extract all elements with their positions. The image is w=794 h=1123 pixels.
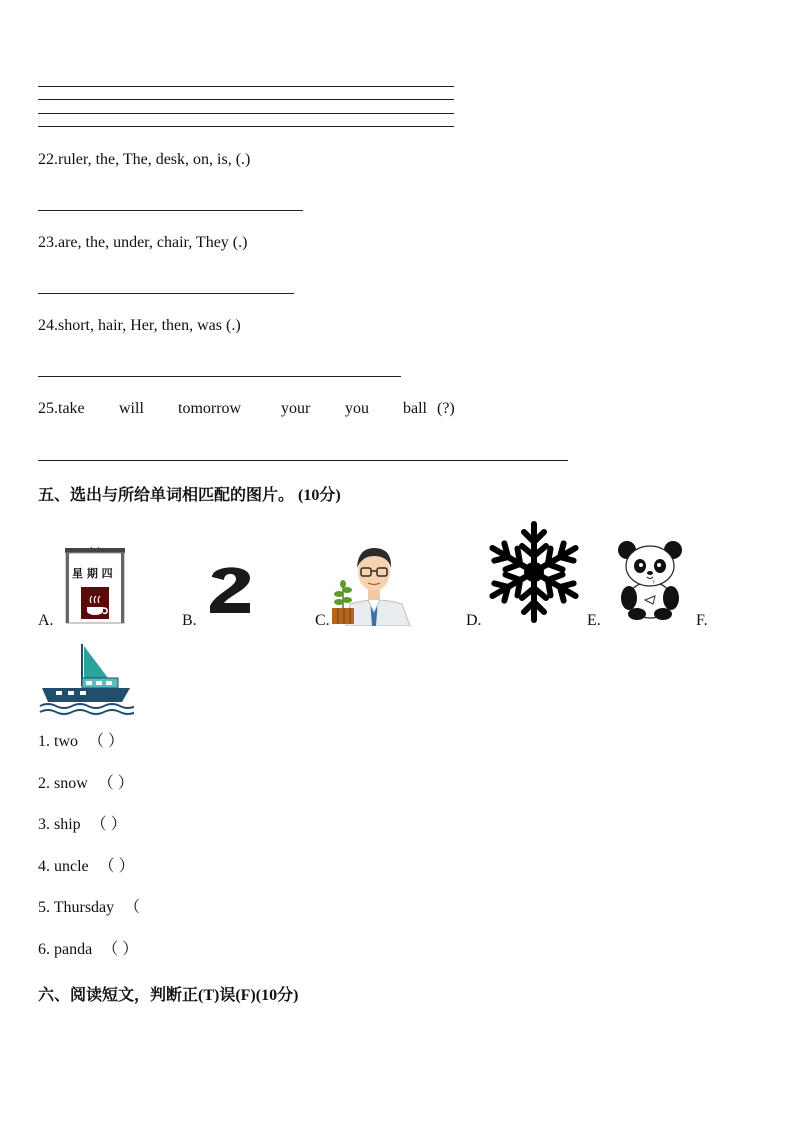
answer-line-23 bbox=[38, 293, 294, 294]
question-number: 25. bbox=[38, 400, 58, 417]
answer-blank[interactable]: （ ） bbox=[90, 816, 127, 833]
answer-blank[interactable]: （ ） bbox=[102, 941, 139, 958]
writing-line bbox=[38, 86, 454, 87]
question-24: 24.short, hair, Her, then, was (.) bbox=[38, 317, 241, 334]
option-d-label: D. bbox=[466, 612, 482, 629]
snowflake-icon bbox=[484, 518, 584, 626]
item-text: 4. uncle bbox=[38, 858, 89, 875]
question-23: 23.are, the, under, chair, They (.) bbox=[38, 234, 248, 251]
writing-line bbox=[38, 126, 454, 127]
section-title-text: 五、选出与所给单词相匹配的图片。 bbox=[38, 487, 295, 504]
answer-blank[interactable]: （ ） bbox=[97, 775, 134, 792]
word: (?) bbox=[437, 400, 455, 417]
option-e-label: E. bbox=[587, 612, 601, 629]
writing-line bbox=[38, 99, 454, 100]
answer-blank[interactable]: （ ） bbox=[98, 858, 135, 875]
question-25 bbox=[38, 399, 455, 419]
section-6-title: 六、阅读短文，判断正(T)误(F)(10分) bbox=[38, 987, 299, 1004]
question-22: 22.ruler, the, The, desk, on, is, (.) bbox=[38, 151, 251, 168]
match-item-uncle bbox=[38, 857, 135, 877]
calendar-text: 星 期 四 bbox=[72, 567, 113, 580]
match-item-panda bbox=[38, 940, 138, 960]
answer-line-25 bbox=[38, 460, 568, 461]
item-text: 3. ship bbox=[38, 816, 81, 833]
section-5-title bbox=[38, 482, 341, 505]
ship-icon bbox=[38, 640, 134, 718]
option-a-label: A. bbox=[38, 612, 54, 629]
word: you bbox=[345, 400, 369, 417]
item-text: 1. two bbox=[38, 733, 78, 750]
match-item-two bbox=[38, 732, 124, 752]
word: take bbox=[58, 400, 85, 417]
uncle-man-icon bbox=[330, 542, 412, 626]
section-points: (10分) bbox=[298, 487, 341, 504]
option-f-label: F. bbox=[696, 612, 708, 629]
match-item-ship bbox=[38, 815, 127, 835]
item-text: 5. Thursday bbox=[38, 899, 115, 916]
option-b-label: B. bbox=[182, 612, 197, 629]
answer-line-22 bbox=[38, 210, 303, 211]
item-text: 2. snow bbox=[38, 775, 88, 792]
calendar-thursday-icon bbox=[63, 547, 127, 625]
word: ball bbox=[403, 400, 427, 417]
word: your bbox=[281, 400, 311, 417]
word: tomorrow bbox=[178, 400, 242, 417]
answer-line-24 bbox=[38, 376, 401, 377]
panda-icon bbox=[617, 540, 683, 620]
answer-blank[interactable]: （ bbox=[124, 899, 141, 916]
word: will bbox=[119, 400, 144, 417]
writing-line bbox=[38, 113, 454, 114]
option-c-label: C. bbox=[315, 612, 330, 629]
match-item-snow bbox=[38, 774, 134, 794]
answer-blank[interactable]: （ ） bbox=[88, 733, 125, 750]
number-two-icon bbox=[206, 561, 256, 617]
match-item-thursday bbox=[38, 898, 140, 918]
item-text: 6. panda bbox=[38, 941, 93, 958]
